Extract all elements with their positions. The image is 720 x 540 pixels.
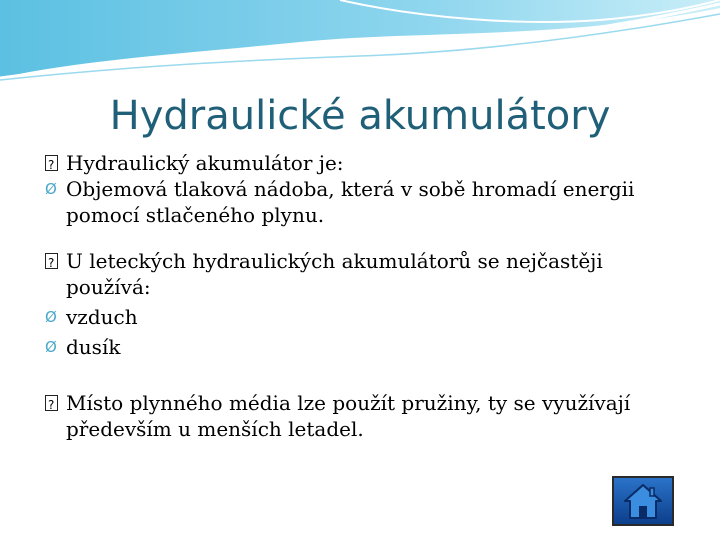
bullet-item-2 [45,176,685,202]
bullet-continuation: především u menších letadel. [66,417,364,441]
bullet-continuation: používá: [66,275,151,299]
bullet-item-5 [45,334,685,360]
bullet-text: dusík [66,335,121,359]
home-button[interactable] [612,476,674,526]
slide-title: Hydraulické akumulátory [109,93,611,139]
arrow-bullet-icon: Ø [45,338,57,356]
bullet-continuation: pomocí stlačeného plynu. [66,203,325,227]
header-wave-decoration [0,0,720,90]
arrow-bullet-icon: Ø [45,180,57,198]
bullet-text: Hydraulický akumulátor je: [66,151,344,175]
arrow-bullet-icon: Ø [45,308,57,326]
bullet-item-3 [45,248,685,274]
bullet-text: vzduch [66,305,138,329]
slide-body [45,150,685,442]
bullet-item-6 [45,390,685,416]
bullet-text: Objemová tlaková nádoba, která v sobě hromadí energii [66,177,635,201]
box-bullet-icon [45,150,65,177]
bullet-item-4 [45,304,685,330]
box-bullet-icon [45,248,65,275]
bullet-item-1 [45,150,685,176]
bullet-text: U leteckých hydraulických akumulátorů se nejčastěji [66,249,603,273]
home-icon [622,482,664,522]
bullet-text: Místo plynného média lze použít pružiny, ty se využívají [66,391,631,415]
box-bullet-icon [45,390,65,417]
